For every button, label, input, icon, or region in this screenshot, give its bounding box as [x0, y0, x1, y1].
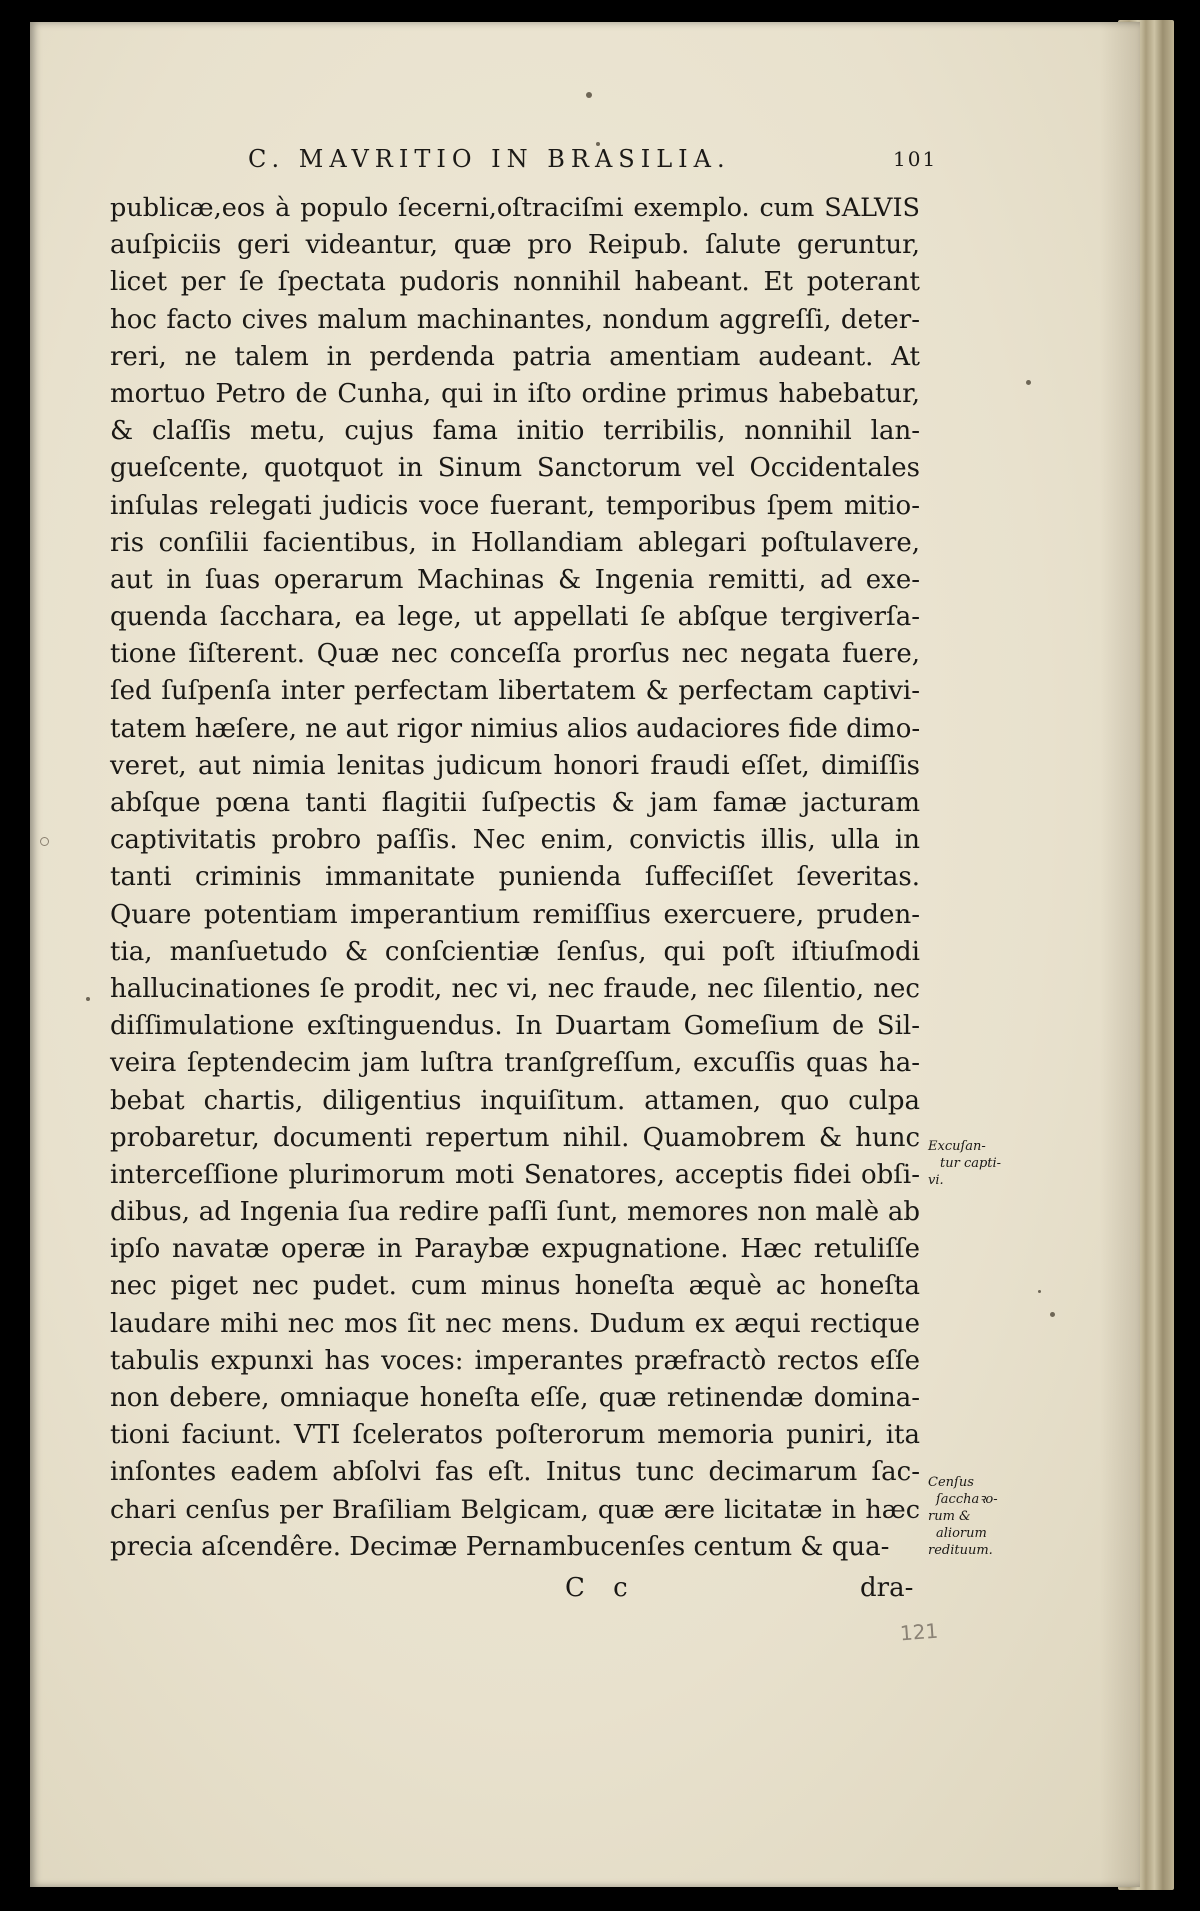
paper-speck [40, 837, 49, 846]
text-line: diſſimulatione exſtinguendus. In Duartam Gomeſium de Sil- [110, 1011, 920, 1042]
text-line: dibus, ad Ingenia ſua redire paſſi ſunt, memores non malè ab [110, 1197, 920, 1228]
pencil-page-number: 121 [899, 1618, 939, 1646]
text-line: tioni faciunt. VTI ſceleratos poſterorum memoria puniri, ita [110, 1420, 920, 1451]
text-line: ris conſilii facientibus, in Hollandiam ablegari poſtulavere, [110, 527, 920, 558]
text-line: non debere, omniaque honeſta eſſe, quæ retinendæ domina- [110, 1383, 920, 1413]
text-line: abſque pœna tanti flagitii ſuſpectis & jam famæ jacturam [110, 788, 920, 818]
margin-note-line: Cenſus [928, 1475, 974, 1490]
text-line: tione ſiſterent. Quæ nec conceſſa prorſus nec negata fuere, [110, 639, 920, 670]
text-line: tanti criminis immanitate punienda ſuffeciſſet ſeveritas. [110, 862, 920, 893]
paper-speck [1026, 380, 1031, 385]
text-line: publicæ,eos à populo ſecerni,oſtraciſmi exemplo. cum SALVIS [110, 193, 920, 223]
margin-note-excusantur [928, 1138, 1001, 1189]
page-number: 101 [893, 147, 938, 171]
text-line: auſpiciis geri videantur, quæ pro Reipub. ſalute geruntur, [110, 230, 920, 261]
paper-speck [86, 997, 90, 1001]
text-line: tabulis expunxi has voces: imperantes præfractò rectos eſſe [110, 1345, 920, 1376]
text-line: nec piget nec pudet. cum minus honeſta æquè ac honeſta [110, 1271, 920, 1302]
text-line: chari cenſus per Braſiliam Belgicam, quæ ære licitatæ in hæc [110, 1494, 920, 1525]
text-line: veira ſeptendecim jam luſtra tranſgreſſum, excuſſis quas ha- [110, 1048, 920, 1079]
text-line: laudare mihi nec mos ſit nec mens. Dudum ex æqui rectique [110, 1308, 920, 1339]
text-line: captivitatis probro paſſis. Nec enim, convictis illis, ulla in [110, 825, 920, 856]
text-line: bebat chartis, diligentius inquiſitum. attamen, quo culpa [110, 1085, 920, 1116]
text-line: hallucinationes ſe prodit, nec vi, nec fraude, nec ſilentio, nec [110, 973, 920, 1004]
text-line: interceſſione plurimorum moti Senatores, acceptis fidei obſi- [110, 1159, 920, 1190]
margin-note-line: redituum. [928, 1543, 993, 1558]
text-line: hoc facto cives malum machinantes, nondum aggreſſi, deter- [110, 304, 920, 335]
paper-speck [1038, 1290, 1041, 1293]
text-line: aut in ſuas operarum Machinas & Ingenia remitti, ad exe- [110, 564, 920, 595]
text-line: ſed ſuſpenſa inter perfectam libertatem & perfectam captivi- [110, 676, 920, 707]
signature-mark: C c [565, 1573, 638, 1603]
text-line: licet per ſe ſpectata pudoris nonnihil habeant. Et poterant [110, 267, 920, 298]
paper-speck [1050, 1312, 1055, 1317]
text-line: inſulas relegati judicis voce fuerant, temporibus ſpem mitio- [110, 490, 920, 521]
margin-note-line: rum & [928, 1509, 971, 1524]
text-line: ipſo navatæ operæ in Paraybæ expugnatione. Hæc retuliſſe [110, 1234, 920, 1265]
text-line: probaretur, documenti repertum nihil. Quamobrem & hunc [110, 1122, 920, 1153]
margin-note-line: Excuſan- [928, 1139, 986, 1154]
catchword: dra- [860, 1573, 914, 1603]
margin-note-line: ſacchaꝛo- [936, 1492, 998, 1507]
text-line: gueſcente, quotquot in Sinum Sanctorum vel Occidentales [110, 453, 920, 484]
text-line: reri, ne talem in perdenda patria amentiam audeant. At [110, 341, 920, 372]
text-line: mortuo Petro de Cunha, qui in iſto ordine primus habebatur, [110, 378, 920, 409]
body-text [110, 190, 920, 1566]
text-line: veret, aut nimia lenitas judicum honori fraudi eſſet, dimiſſis [110, 750, 920, 781]
margin-note-line: tur capti- [940, 1156, 1002, 1171]
text-line: Quare potentiam imperantium remiſſius exercuere, pruden- [110, 899, 920, 930]
page-gutter-shadow [1100, 22, 1140, 1887]
margin-note-line: vi. [928, 1173, 944, 1188]
running-head [0, 145, 1200, 185]
margin-note-census [928, 1474, 998, 1559]
text-line: inſontes eadem abſolvi fas eſt. Initus tunc decimarum ſac- [110, 1457, 920, 1488]
running-title: C. MAVRITIO IN BRASILIA. [248, 145, 731, 173]
text-line: quenda ſacchara, ea lege, ut appellati ſe abſque tergiverſa- [110, 602, 920, 633]
margin-note-line: aliorum [936, 1526, 987, 1541]
text-line: precia aſcendêre. Decimæ Pernambucenſes centum & qua- [110, 1531, 890, 1562]
text-line: & claſſis metu, cujus fama initio terribilis, nonnihil lan- [110, 416, 920, 447]
text-line: tia, manſuetudo & conſcientiæ ſenſus, qui poſt iſtiuſmodi [110, 936, 920, 967]
paper-speck [586, 92, 592, 98]
text-line: tatem hæſere, ne aut rigor nimius alios audaciores fide dimo- [110, 713, 921, 744]
